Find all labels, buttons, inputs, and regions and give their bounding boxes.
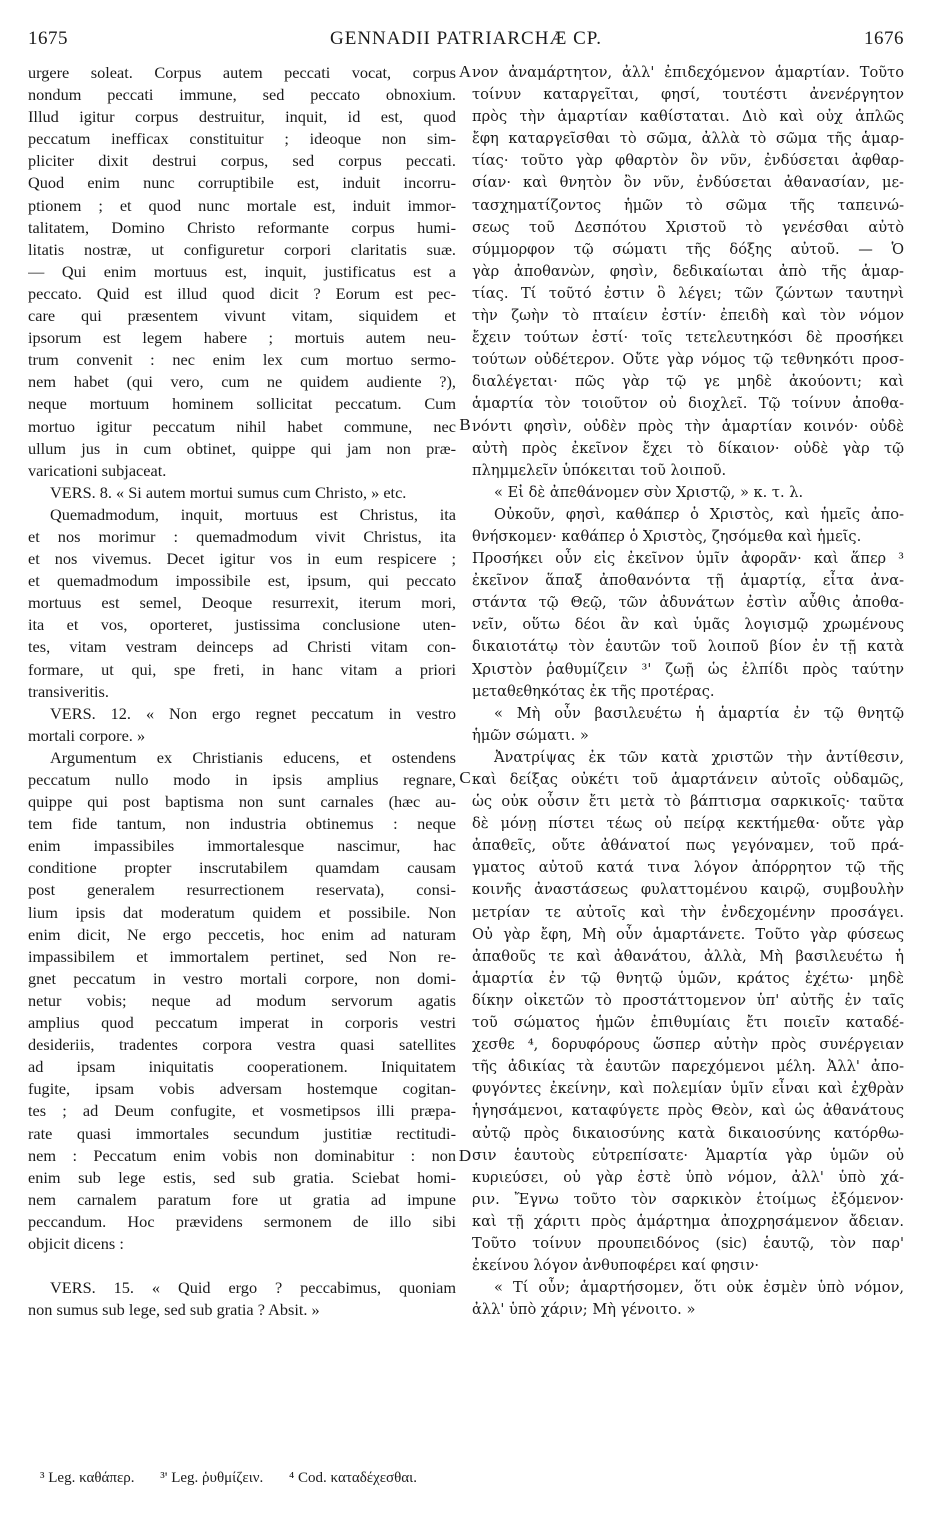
text-line: ad ipsam iniquitatis cooperationem. Iniquitatem: [28, 1057, 456, 1077]
text-line: trum convenit : nec enim lex cum mortuo sermo-: [28, 350, 456, 370]
text-line: γματος αὐτοῦ κατά τινα λόγον ἀπόρρητον τῷ τῆς: [472, 859, 904, 877]
text-line: VERS. 12. « Non ergo regnet peccatum in vestro: [50, 703, 456, 723]
text-line: amplius quod peccatum imperat in corporis vestri: [28, 1013, 456, 1033]
text-line: ἡγησάμενοι, καταφύγετε πρὸς Θεὸν, καὶ ὡς ἀθανάτους: [472, 1102, 904, 1120]
text-line: VERS. 8. « Si autem mortui sumus cum Christo, » etc.: [50, 482, 407, 502]
text-line: Χριστὸν ῥαθυμίζειν ³' ζωῇ ὡς ἐλπίδι πρὸς ταύτην: [472, 660, 904, 678]
text-line: μετρίαν τε αὐτοῖς καὶ τὴν ἐνδεχομένην προσάγει.: [472, 903, 904, 921]
text-line: neque mortuum hominem sollicitat peccatum. Cum: [28, 394, 456, 414]
text-line: ἀλλ' ὑπὸ χάριν; Μὴ γένοιτο. »: [472, 1301, 696, 1319]
text-line: nem : Peccatum enim vobis non dominabitur : non: [28, 1145, 456, 1165]
blank-line: [28, 1255, 456, 1277]
text-line: σεως τοῦ Δεσπότου Χριστοῦ τὸ γενέσθαι αὐτὸ: [472, 218, 904, 236]
text-line: enim impassibiles immortalesque nascimur, hac: [28, 836, 456, 856]
text-line: σίαν· καὶ θνητὸν ὂν νῦν, ἐνδύσεται ἀθανασίαν, με-: [472, 174, 904, 192]
text-line: gnet peccatum in vestro mortali corpore, non domi-: [28, 968, 456, 988]
text-line: impassibilem et immortalem pertinet, sed Non re-: [28, 946, 456, 966]
text-line: nem carnalem paratum fore ut gratia ad impune: [28, 1189, 456, 1209]
text-line: πρὸς τὴν ἁμαρτίαν καθίσταται. Διὸ καὶ οὐχ ἁπλῶς: [472, 108, 904, 126]
text-line: netur vobis; neque ad modum servorum agatis: [28, 990, 456, 1010]
text-line: σύμμορφον τῷ σώματι τῆς δόξης αὐτοῦ. — Ὁ: [472, 240, 904, 258]
text-line: « Μὴ οὖν βασιλευέτω ἡ ἁμαρτία ἐν τῷ θνητῷ: [494, 704, 904, 722]
text-line: αὐτὴ πρὸς ἐκεῖνον ἔχει τὸ δίκαιον· οὐδὲ γὰρ τῷ: [472, 439, 904, 457]
text-line: τίας· τοῦτο γὰρ φθαρτὸν ὂν νῦν, ἐνδύσεται ἀφθαρ-: [472, 152, 904, 170]
text-line: enim sub lege estis, sed sub gratia. Sciebat homi-: [28, 1167, 456, 1187]
text-line: Argumentum ex Christianis educens, et ostendens: [50, 747, 456, 767]
footnote: ⁴ Cod. καταδέχεσθαι.: [289, 1470, 417, 1486]
text-line: τὴν ζωὴν τὸ πταίειν ἐστίν· ἐπειδὴ καὶ τὸν νόμον: [472, 307, 904, 325]
text-line: χεσθε ⁴, δορυφόρους ὥσπερ αὐτὴν πρὸς συνέργειαν: [472, 1036, 904, 1054]
text-line: ἁμαρτία τὸν τοιοῦτον οὐ διοχλεῖ. Τῷ τοίνυν ἀποθα-: [472, 395, 904, 413]
text-line: conditione propter inscrutabilem quamdam causam: [28, 858, 456, 878]
text-line: ἔχειν τούτων ἐστί· τοῖς τετελευτηκόσι δὲ προσήκει: [472, 329, 904, 347]
text-line: σιν ἑαυτοὺς εὐτρεπίσατε· Ἁμαρτία γὰρ ὑμῶν οὐ: [472, 1146, 904, 1164]
text-line: quippe qui post baptisma non sunt carnales (hæc au-: [28, 792, 456, 812]
text-line: τοῦ σώματος ἡμῶν ἐπιθυμίαις ἔτι ποιεῖν καταδέ-: [472, 1014, 904, 1032]
text-line: γὰρ ἀποθανὼν, φησὶν, δεδικαίωται ἀπὸ τῆς ἁμαρ-: [472, 262, 904, 280]
text-line: peccatum nullo modo in ipsis amplius regnare,: [28, 770, 456, 789]
text-line: Illud igitur corpus destruitur, inquit, id est, quod: [28, 107, 456, 127]
text-line: κοινῆς ἀναστάσεως φυλαττομένου καιρῷ, συμβουλὴν: [472, 881, 904, 899]
text-line: νον ἀναμάρτητον, ἀλλ' ἐπιδεχόμενον ἁμαρτίαν. Τοῦτο: [472, 64, 904, 81]
text-line: τῆς ἀδικίας τὰ ἑαυτῶν παρεχόμενοι μέλη. Ἀλλ' ἀπο-: [472, 1058, 904, 1076]
text-line: — Qui enim mortuus est, inquit, justificatus est a: [28, 261, 456, 281]
margin-letter-d: D: [458, 1146, 472, 1165]
text-line: στάντα τῷ Θεῷ, τῶν ἀδυνάτων ἐστὶν αὖθις ἀποθα-: [472, 594, 904, 612]
text-line: αὐτῷ πρὸς δικαιοσύνης κατὰ δικαιοσύνης κατόρθω-: [472, 1124, 904, 1142]
text-line: care qui præsentem vivunt vitam, siquidem et: [28, 306, 456, 326]
text-line: mortuus est semel, Deoque resurrexit, iterum mori,: [28, 593, 456, 613]
text-line: ἔφη καταργεῖσθαι τὸ σῶμα, ἀλλὰ τὸ σῶμα τῆς ἁμαρ-: [472, 130, 904, 148]
text-line: peccatum inefficax constituitur ; ideoque non sim-: [28, 129, 456, 149]
text-line: objicit dicens :: [28, 1233, 124, 1253]
text-line: ἀπαθεῖς, οὔτε ἀθάνατοί πως γεγόναμεν, τοῦ πρά-: [472, 837, 904, 855]
text-line: Οὐκοῦν, φησὶ, καθάπερ ὁ Χριστὸς, καὶ ἡμεῖς ἀπο-: [494, 505, 904, 523]
text-line: talitatem, Domino Christo reformante corpus humi-: [28, 217, 456, 237]
text-line: nem habet (qui vero, cum ne quidem audiente ?),: [28, 372, 456, 392]
text-line: urgere soleat. Corpus autem peccati vocat, corpus: [28, 63, 456, 82]
text-line: Ἀνατρίψας ἐκ τῶν κατὰ χριστῶν τὴν ἀντίθεσιν,: [494, 748, 904, 766]
text-line: δὲ μόνῃ πίστει τέως οὐ πείρᾳ κεκτήμεθα· οὔτε γὰρ: [472, 815, 904, 833]
text-line: lium ipsis dat moderatum quidem et possibile. Non: [28, 902, 456, 922]
running-title: GENNADII PATRIARCHÆ CP.: [330, 28, 602, 49]
text-line: tes, vitam vestram deinceps ad Christi vitam con-: [28, 637, 456, 657]
text-line: peccato. Quid est illud quod dicit ? Eorum est pec-: [28, 283, 456, 303]
text-line: rate quasi immortales secundum justitiæ rectitudi-: [28, 1123, 456, 1143]
text-line: tes ; ad Deum confugite, et vosmetipsos illi præpa-: [28, 1101, 456, 1121]
text-line: ipsorum est legem habere ; mortuis autem neu-: [28, 328, 456, 348]
greek-column: [472, 62, 904, 1321]
footnote: ³' Leg. ῥυθμίζειν.: [160, 1470, 264, 1486]
text-line: ptionem ; et quod nunc mortale est, induit immor-: [28, 195, 456, 215]
text-line: non sumus sub lege, sed sub gratia ? Absit. »: [28, 1300, 320, 1320]
text-line: « Τί οὖν; ἁμαρτήσομεν, ὅτι οὐκ ἐσμὲν ὑπὸ νόμον,: [494, 1279, 904, 1297]
page-number-left: 1675: [28, 28, 68, 49]
footnotes: [40, 1470, 900, 1487]
text-line: ἀπαθοῦς τε καὶ ἀθανάτου, ἀλλὰ, Μὴ βασιλευέτω ἡ: [472, 947, 904, 965]
text-line: πλημμελεῖν ὑπόκειται τοῦ λοιποῦ.: [472, 461, 727, 479]
text-line: Quemadmodum, inquit, mortuus est Christus, ita: [50, 504, 456, 524]
text-line: litatis nostræ, ut configuretur corpori claritatis suæ.: [28, 239, 456, 259]
page-header: [28, 28, 904, 58]
page-number-right: 1676: [864, 28, 904, 49]
text-line: νεῖν, οὕτω δέοι ἂν καὶ ὑμᾶς λογισμῷ χρωμένους: [472, 616, 904, 634]
text-line: Quod enim nunc corruptibile est, induit incorru-: [28, 173, 456, 193]
text-line: formare, ut qui, spe freti, in hanc vitam a priori: [28, 659, 456, 679]
text-line: ἐκείνου λόγον ἀνθυποφέρει καί φησιν·: [472, 1257, 759, 1275]
text-line: et quemadmodum impossibile est, ipsum, qui peccato: [28, 571, 456, 591]
text-line: Τοῦτο τοίνυν προυπειδόνος (sic) ἑαυτῷ, τὸν παρ': [472, 1234, 904, 1252]
text-line: Οὐ γὰρ ἔφη, Μὴ οὖν ἁμαρτάνετε. Τοῦτο γὰρ φύσεως: [472, 925, 904, 943]
text-line: pliciter dixit destrui corpus, sed corpus peccati.: [28, 151, 456, 171]
text-line: « Εἰ δὲ ἀπεθάνομεν σὺν Χριστῷ, » κ. τ. λ.: [494, 483, 804, 501]
text-line: et nos vivemus. Decet igitur vos in eum respicere ;: [28, 549, 456, 569]
text-line: θνήσκομεν· καθάπερ ὁ Χριστὸς, ζησόμεθα καὶ ἡμεῖς.: [472, 527, 862, 545]
text-line: nondum peccati immune, sed peccato obnoxium.: [28, 85, 456, 105]
text-line: VERS. 15. « Quid ergo ? peccabimus, quoniam: [50, 1278, 456, 1298]
text-line: et nos morimur : quemadmodum vivit Christus, ita: [28, 526, 456, 546]
text-line: tem fide tantum, non industria obtinemus : neque: [28, 814, 456, 834]
margin-letter-b: B: [459, 415, 471, 434]
text-line: ριν. Ἔγνω τοῦτο τὸν σαρκικὸν ἑτοίμως ἐξόμενον·: [472, 1190, 904, 1208]
text-line: δικαιοτάτῳ τὸν ἑαυτῶν τοῦ λοιποῦ βίον ἐν τῇ κατὰ: [472, 638, 904, 656]
text-line: τοίνυν καταργεῖται, φησί, τουτέστι ἀνενέργητον: [472, 86, 904, 104]
text-line: καὶ δείξας οὐκέτι τοῦ ἁμαρτάνειν αὐτοῖς οὐδαμῶς,: [472, 771, 904, 788]
text-line: τίας. Τί τοῦτό ἐστιν ὃ λέγει; τῶν ζώντων ταυτηνὶ: [472, 284, 904, 302]
text-line: τούτων οὐδέτερον. Οὔτε γὰρ νόμος τῷ τεθνηκότι προσ-: [472, 351, 904, 369]
text-line: μεταθεθηκότας ἐκ τῆς προτέρας.: [472, 682, 715, 700]
text-line: mortali corpore. »: [28, 725, 146, 745]
text-line: δίκην οἰκετῶν τὸ προστάττομενον ὑπ' αὐτῆς ἐν ταῖς: [472, 991, 904, 1009]
text-line: desideriis, tradentes corpora vestra quasi satellites: [28, 1035, 456, 1055]
text-line: ita et vos, oporteret, justissima conclusione uten-: [28, 615, 456, 635]
text-line: mortuo igitur peccatum nihil habet commune, nec: [28, 416, 456, 436]
text-line: enim dicit, Ne ergo peccetis, hoc enim ad naturam: [28, 924, 456, 944]
text-line: ἡμῶν σώματι. »: [472, 726, 589, 744]
latin-column: [28, 62, 456, 1321]
footnote: ³ Leg. καθάπερ.: [40, 1470, 135, 1486]
text-line: ἐκεῖνον ἅπαξ ἀποθανόντα τῇ ἁμαρτίᾳ, εἶτα ἀνα-: [472, 572, 904, 590]
text-line: νόντι φησὶν, οὐδὲν πρὸς τὴν ἁμαρτίαν κοινόν· οὐδὲ: [472, 417, 904, 435]
text-line: peccandum. Hoc prævidens sermonem de illo sibi: [28, 1211, 456, 1231]
text-line: κυριεύσει, οὐ γὰρ ἐστὲ ὑπὸ νόμον, ἀλλ' ὑπὸ χά-: [472, 1168, 904, 1186]
text-line: varicationi subjaceat.: [28, 460, 167, 480]
text-line: φυγόντες ἐκείνην, καὶ πολεμίαν ὑμῖν εἶναι καὶ ἐχθρὰν: [472, 1080, 904, 1098]
margin-letter-c: C: [459, 768, 471, 787]
text-line: διαλέγεται· πῶς γὰρ τῷ γε μηδὲ ἀκούοντι; καὶ: [472, 373, 904, 391]
margin-letter-a: A: [458, 62, 472, 81]
text-line: ullum jus in cum obtinet, quippe qui jam non præ-: [28, 438, 456, 458]
text-line: transiveritis.: [28, 681, 109, 701]
text-line: Προσήκει οὖν εἰς ἐκεῖνον ὑμῖν ἀφορᾶν· καὶ ἅπερ ³: [472, 550, 904, 568]
text-line: fugite, ipsam vobis adversam hostemque cogitan-: [28, 1079, 456, 1099]
text-line: post generalem resurrectionem reservata), consi-: [28, 880, 456, 900]
text-line: καὶ τῇ χάριτι πρὸς ἁμάρτημα ἀποχρησάμενον ἄδειαν.: [472, 1212, 904, 1230]
text-line: ἁμαρτία ἐν τῷ θνητῷ ὑμῶν, κράτος ἐχέτω· μηδὲ: [472, 969, 904, 987]
text-line: ὡς οὐκ οὖσιν ἔτι μετὰ τὸ βάπτισμα σαρκικοῖς· ταῦτα: [472, 793, 904, 811]
text-line: τασχηματίζοντος ἡμῶν τὸ σῶμα τῆς ταπεινώ-: [472, 196, 904, 214]
